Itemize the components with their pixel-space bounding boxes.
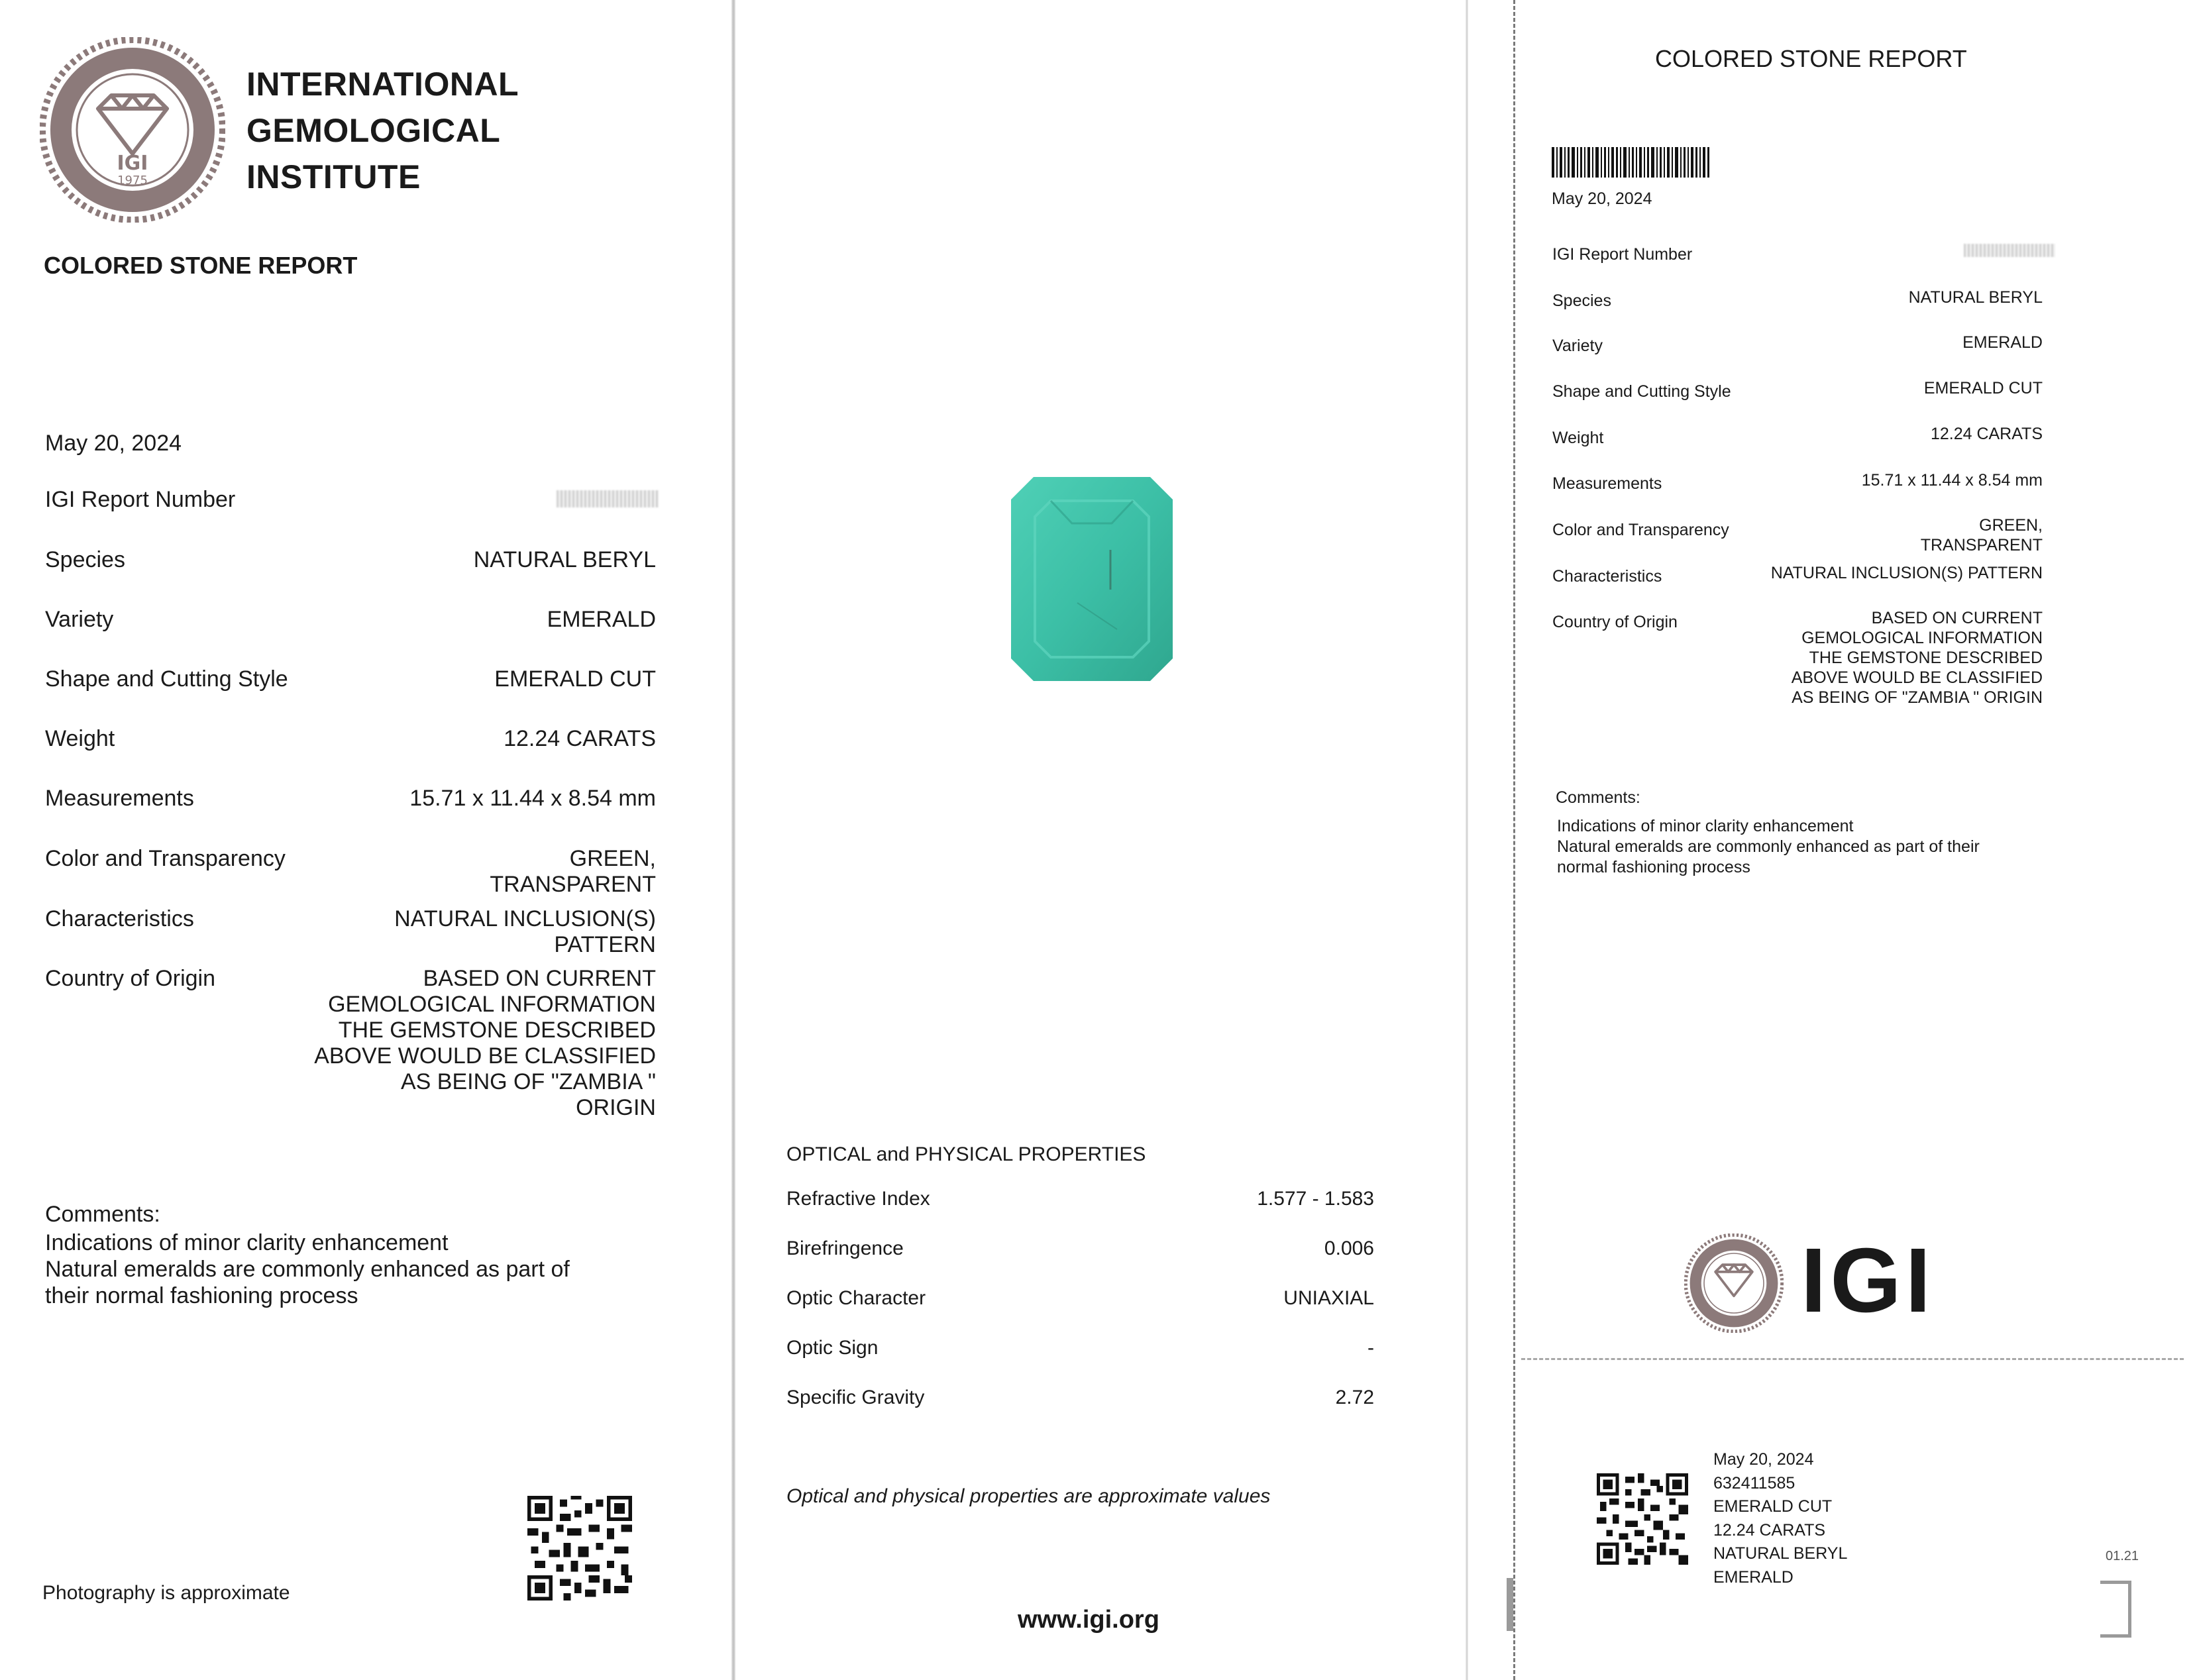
stub-perforation [1521, 1358, 2184, 1360]
field-label-small: Weight [1552, 429, 1604, 447]
stub-shape: EMERALD CUT [1713, 1497, 1833, 1516]
report-title: COLORED STONE REPORT [44, 252, 358, 279]
stub-date: May 20, 2024 [1713, 1450, 1814, 1469]
stub-weight: 12.24 CARATS [1713, 1520, 1826, 1540]
stub-species: NATURAL BERYL [1713, 1544, 1848, 1563]
field-value-small: 15.71 x 11.44 x 8.54 mm [1861, 471, 2043, 490]
field-value-small: 12.24 CARATS [1930, 425, 2043, 443]
property-label: Birefringence [786, 1237, 904, 1259]
org-name-line-3: INSTITUTE [246, 158, 421, 195]
property-value: - [1367, 1337, 1374, 1359]
field-label: Measurements [45, 786, 194, 811]
field-label-small: Shape and Cutting Style [1552, 382, 1731, 401]
field-value-small: GREEN, TRANSPARENT [1920, 516, 2043, 554]
seal-year: 1975 [117, 174, 148, 187]
website-link[interactable]: www.igi.org [1018, 1606, 1159, 1634]
property-label: Refractive Index [786, 1188, 930, 1210]
perforation-line [1513, 0, 1515, 1680]
property-value: UNIAXIAL [1283, 1287, 1374, 1309]
stub-report-number: 632411585 [1713, 1473, 1795, 1493]
gemstone-image [1011, 477, 1173, 681]
field-label: Color and Transparency [45, 846, 286, 871]
field-label-small: Variety [1552, 337, 1603, 355]
properties-disclaimer: Optical and physical properties are approximate values [786, 1485, 1271, 1507]
corner-bracket [2100, 1581, 2131, 1638]
field-value-small: NATURAL BERYL [1908, 288, 2043, 307]
form-code: 01.21 [2106, 1549, 2139, 1563]
stub-details [1713, 1448, 1847, 1589]
property-label: Specific Gravity [786, 1387, 925, 1408]
comments-label: Comments: [45, 1202, 160, 1227]
comments-text-small: Indications of minor clarity enhancement Natural emeralds are commonly enhanced as part of their normal fashioning process [1557, 817, 1980, 876]
comments-text: Indications of minor clarity enhancement Natural emeralds are commonly enhanced as part of their normal fashioning process [45, 1230, 570, 1308]
report-number-redacted [557, 490, 659, 507]
field-value: BASED ON CURRENT GEMOLOGICAL INFORMATION THE GEMSTONE DESCRIBED ABOVE WOULD BE CLASSIFIED AS BEING OF "ZAMBIA " ORIGIN [314, 966, 656, 1120]
qr-code-small [1597, 1473, 1688, 1565]
field-label: Weight [45, 726, 115, 751]
report-date: May 20, 2024 [45, 431, 182, 456]
field-label: Country of Origin [45, 966, 215, 991]
igi-seal-small [1684, 1234, 1784, 1333]
field-label: Shape and Cutting Style [45, 666, 288, 692]
field-value-small: EMERALD [1962, 333, 2043, 352]
field-label-small: Color and Transparency [1552, 521, 1729, 539]
field-label-small: Country of Origin [1552, 613, 1678, 631]
field-value-small: BASED ON CURRENT GEMOLOGICAL INFORMATION THE GEMSTONE DESCRIBED ABOVE WOULD BE CLASSIFIED AS BEING OF "ZAMBIA " ORIGIN [1791, 609, 2043, 707]
org-name [246, 61, 519, 200]
org-name-line-1: INTERNATIONAL [246, 66, 519, 103]
seal-mark: IGI [117, 152, 148, 175]
field-value: EMERALD [547, 607, 656, 632]
edge-bracket [1507, 1578, 1513, 1631]
property-value: 1.577 - 1.583 [1257, 1188, 1374, 1210]
field-value: GREEN, TRANSPARENT [490, 846, 656, 897]
igi-brand: IGI [1801, 1230, 1935, 1332]
report-title-small: COLORED STONE REPORT [1655, 45, 1967, 72]
photo-note: Photography is approximate [42, 1582, 290, 1604]
field-value-small: NATURAL INCLUSION(S) PATTERN [1770, 564, 2043, 582]
field-value: EMERALD CUT [494, 666, 656, 692]
property-value: 0.006 [1324, 1237, 1374, 1259]
property-label: Optic Sign [786, 1337, 879, 1359]
fold-line-right [1466, 0, 1468, 1680]
fold-line-left [731, 0, 735, 1680]
report-number-redacted-small [1964, 244, 2055, 257]
property-value: 2.72 [1335, 1387, 1374, 1408]
org-name-line-2: GEMOLOGICAL [246, 112, 501, 149]
barcode [1552, 147, 1709, 178]
field-value: 12.24 CARATS [504, 726, 656, 751]
field-value: 15.71 x 11.44 x 8.54 mm [409, 786, 656, 811]
field-label: Species [45, 547, 125, 572]
field-label: Variety [45, 607, 114, 632]
report-number-label-small: IGI Report Number [1552, 245, 1693, 264]
qr-code [527, 1496, 632, 1601]
field-label: Characteristics [45, 906, 194, 931]
property-label: Optic Character [786, 1287, 926, 1309]
properties-title: OPTICAL and PHYSICAL PROPERTIES [786, 1143, 1146, 1165]
igi-seal [40, 37, 225, 223]
stub-variety: EMERALD [1713, 1567, 1794, 1587]
comments-label-small: Comments: [1556, 788, 1640, 807]
field-value: NATURAL BERYL [473, 547, 656, 572]
field-label-small: Species [1552, 291, 1611, 310]
field-label-small: Characteristics [1552, 567, 1662, 586]
field-value-small: EMERALD CUT [1923, 379, 2043, 397]
field-value: NATURAL INCLUSION(S) PATTERN [394, 906, 656, 957]
report-date-small: May 20, 2024 [1552, 189, 1652, 208]
field-label-small: Measurements [1552, 474, 1662, 493]
report-number-label: IGI Report Number [45, 487, 236, 512]
